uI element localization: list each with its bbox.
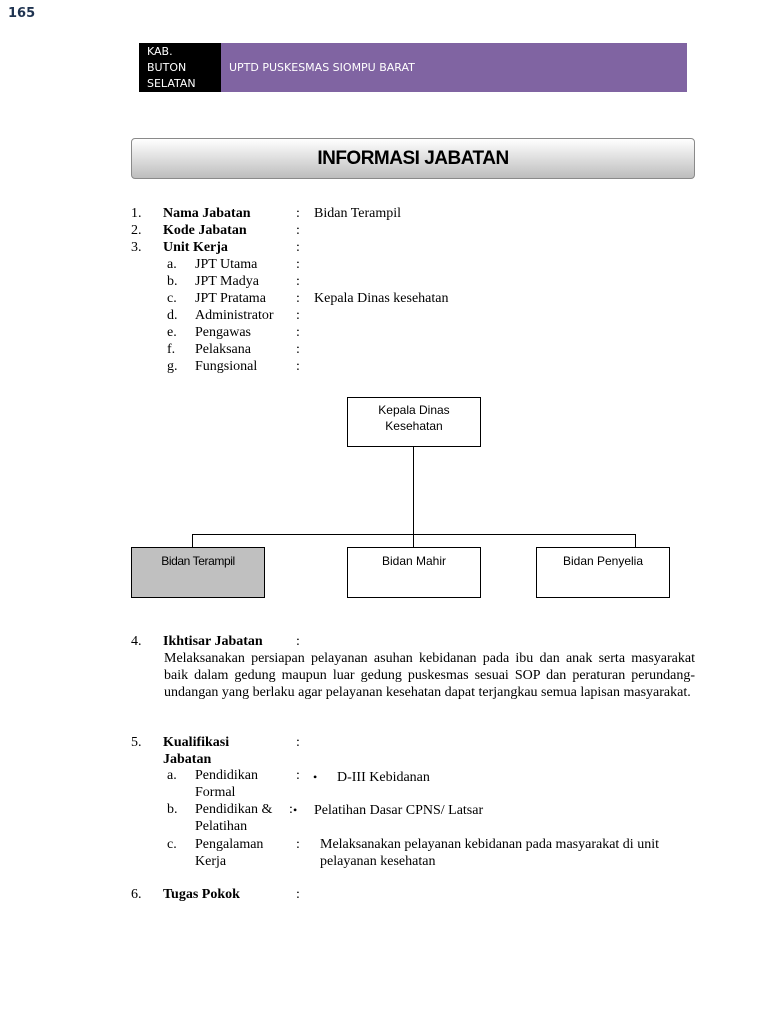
- org-box-label: Bidan Terampil: [161, 554, 235, 568]
- sub-item-label: JPT Pratama: [195, 291, 266, 306]
- sub-item-value: pelayanan kesehatan: [320, 854, 436, 869]
- sub-item-label: Pelatihan: [195, 819, 248, 834]
- item-label-kualifikasi: Jabatan: [163, 752, 212, 767]
- header-region-line: KAB.: [147, 45, 173, 58]
- sub-item-value: D-III Kebidanan: [337, 770, 430, 785]
- colon: :: [296, 359, 300, 374]
- item-label-nama-jabatan: Nama Jabatan: [163, 206, 251, 221]
- sub-item-label: Formal: [195, 785, 236, 800]
- item-number: 4.: [131, 634, 142, 649]
- org-connector-vertical: [413, 447, 414, 547]
- colon: :: [296, 308, 300, 323]
- item-label-ikhtisar-jabatan: Ikhtisar Jabatan: [163, 634, 263, 649]
- item-number: 5.: [131, 735, 142, 750]
- sub-item-label: Pelaksana: [195, 342, 251, 357]
- org-box-label: Bidan Penyelia: [562, 554, 644, 568]
- org-box-bidan-terampil: [131, 547, 265, 598]
- colon: :: [296, 291, 300, 306]
- item-label-kode-jabatan: Kode Jabatan: [163, 223, 247, 238]
- item-number: 6.: [131, 887, 142, 902]
- bullet-icon: •: [313, 770, 318, 784]
- sub-item-value: Pelatihan Dasar CPNS/ Latsar: [314, 803, 484, 818]
- sub-item-label: JPT Utama: [195, 257, 258, 272]
- sub-item-letter: f.: [167, 342, 176, 357]
- header-unit-text: UPTD PUSKESMAS SIOMPU BARAT: [229, 61, 415, 74]
- sub-item-value: Kepala Dinas kesehatan: [314, 291, 449, 306]
- org-box-label: Kepala Dinas: [378, 403, 450, 417]
- colon: :: [296, 257, 300, 272]
- sub-item-label: Pengalaman: [195, 837, 264, 852]
- page-title: INFORMASI JABATAN: [317, 147, 509, 169]
- colon: :: [296, 325, 300, 340]
- sub-item-letter: a.: [167, 768, 177, 783]
- sub-item-label: Fungsional: [195, 359, 258, 374]
- org-box-label: Bidan Mahir: [381, 554, 447, 568]
- page-title-bar: [131, 138, 695, 179]
- org-box-bidan-penyelia: [536, 547, 670, 598]
- sub-item-letter: c.: [167, 837, 177, 852]
- org-connector-right: [635, 534, 636, 548]
- item-number: 3.: [131, 240, 142, 255]
- page-number: 165: [8, 6, 36, 21]
- sub-item-letter: d.: [167, 308, 178, 323]
- org-connector-horizontal: [192, 534, 636, 535]
- header-unit-label: [221, 43, 687, 92]
- sub-item-label: Administrator: [195, 308, 274, 323]
- item-label-unit-kerja: Unit Kerja: [163, 240, 228, 255]
- item-number: 2.: [131, 223, 142, 238]
- sub-item-label: JPT Madya: [195, 274, 259, 289]
- header-region-line: BUTON: [147, 61, 187, 74]
- org-box-label: Kesehatan: [385, 419, 443, 433]
- sub-item-letter: c.: [167, 291, 177, 306]
- colon: :: [296, 240, 300, 255]
- org-connector-left: [192, 534, 193, 548]
- colon: :: [296, 634, 300, 649]
- sub-item-letter: a.: [167, 257, 177, 272]
- ikhtisar-text: Melaksanakan persiapan pelayanan asuhan kebidanan pada ibu dan anak serta masyarakat baik dalam gedung maupun luar gedung puskesmas sesuai SOP dan peraturan perundang-undangan yang berlaku agar pelayanan kesehatan dapat terjangkau semua lapisan masyarakat.: [164, 651, 695, 700]
- colon: :: [296, 342, 300, 357]
- sub-item-label: Pendidikan &: [195, 802, 273, 817]
- sub-item-letter: g.: [167, 359, 178, 374]
- item-number: 1.: [131, 206, 142, 221]
- colon: :: [296, 887, 300, 902]
- item-label-tugas-pokok: Tugas Pokok: [163, 887, 240, 902]
- item-label-kualifikasi: Kualifikasi: [163, 735, 230, 750]
- sub-item-letter: e.: [167, 325, 177, 340]
- sub-item-label: Pengawas: [195, 325, 251, 340]
- colon: :: [296, 837, 300, 852]
- colon: :: [296, 223, 300, 238]
- colon: :: [296, 768, 300, 783]
- sub-item-letter: b.: [167, 274, 178, 289]
- header-region-label: [139, 43, 221, 92]
- org-box-kepala-dinas: [347, 397, 481, 447]
- colon: :: [296, 206, 300, 221]
- sub-item-label: Kerja: [195, 854, 227, 869]
- item-value-nama-jabatan: Bidan Terampil: [314, 206, 402, 221]
- sub-item-value: Melaksanakan pelayanan kebidanan pada masyarakat di unit: [320, 837, 659, 852]
- bullet-icon: •: [293, 803, 298, 817]
- sub-item-letter: b.: [167, 802, 178, 817]
- header-region-line: SELATAN: [147, 77, 196, 90]
- org-box-bidan-mahir: [347, 547, 481, 598]
- colon: :: [296, 274, 300, 289]
- sub-item-label: Pendidikan: [195, 768, 258, 783]
- colon: :: [289, 802, 293, 817]
- colon: :: [296, 735, 300, 750]
